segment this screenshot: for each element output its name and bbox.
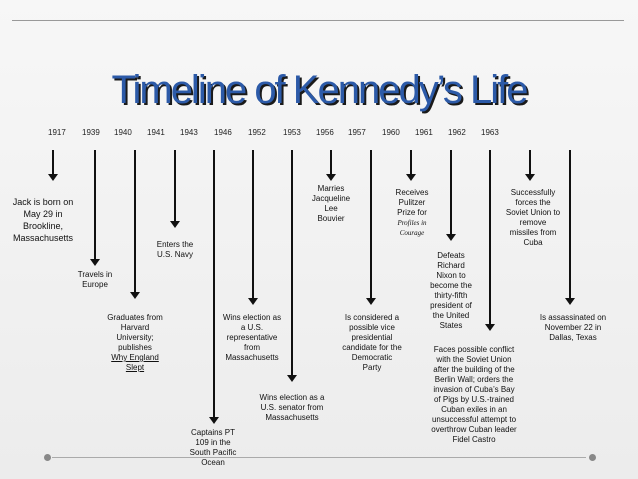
event-line: November 22 in <box>544 323 602 332</box>
event-line: Cuban exiles in an <box>441 405 507 414</box>
event-pulitzer <box>386 188 438 238</box>
event-marries <box>304 184 358 224</box>
year-label: 1939 <box>82 128 100 137</box>
event-line: Massachusetts <box>265 413 319 422</box>
event-line: Captains PT <box>190 428 236 437</box>
event-line: Prize for <box>397 208 427 217</box>
event-line: U.S. Navy <box>156 250 193 259</box>
event-line: Ocean <box>201 458 225 467</box>
event-president <box>420 251 482 331</box>
event-line: Wins election as <box>222 313 282 322</box>
event-line: representative <box>226 333 278 342</box>
timeline-arrow-marries <box>330 150 332 175</box>
timeline-arrow-pulitzer <box>410 150 412 175</box>
event-line: Fidel Castro <box>452 435 496 444</box>
book-title: Profiles in <box>397 219 427 227</box>
book-title: Slept <box>125 363 145 372</box>
event-line: thirty-fifth <box>434 291 468 300</box>
timeline-arrow-senator <box>291 150 293 376</box>
event-line: a U.S. <box>240 323 264 332</box>
event-born <box>4 196 82 244</box>
event-line: possible vice <box>349 323 395 332</box>
timeline-arrow-rep <box>252 150 254 299</box>
top-rule <box>12 20 624 21</box>
event-line: Wins election as a <box>259 393 325 402</box>
event-pt109 <box>180 428 246 468</box>
year-label: 1956 <box>316 128 334 137</box>
event-line: with the Soviet Union <box>436 355 512 364</box>
year-label: 1946 <box>214 128 232 137</box>
event-line: Pulitzer <box>398 198 426 207</box>
year-label: 1940 <box>114 128 132 137</box>
event-line: Graduates from <box>107 313 163 322</box>
event-line: 109 in the <box>195 438 231 447</box>
event-vp <box>332 313 412 373</box>
event-line: after the building of the <box>433 365 515 374</box>
event-line: Massachusetts <box>12 233 74 243</box>
event-line: States <box>439 321 463 330</box>
timeline-arrow-president <box>450 150 452 235</box>
year-label: 1963 <box>481 128 499 137</box>
event-line: forces the <box>515 198 551 207</box>
event-assassinated <box>534 313 612 343</box>
year-label: 1953 <box>283 128 301 137</box>
year-label: 1943 <box>180 128 198 137</box>
event-line: become the <box>430 281 472 290</box>
event-line: from <box>244 343 260 352</box>
event-line: invasion of Cuba’s Bay <box>433 385 515 394</box>
year-label: 1941 <box>147 128 165 137</box>
timeline-arrow-pt109 <box>213 150 215 418</box>
event-line: Europe <box>82 280 108 289</box>
timeline-arrow-harvard <box>134 150 136 293</box>
event-line: overthrow Cuban leader <box>431 425 517 434</box>
event-line: May 29 in <box>23 209 63 219</box>
event-missiles <box>495 188 571 248</box>
bottom-rule <box>52 457 586 458</box>
event-line: Bouvier <box>317 214 345 223</box>
event-line: Jack is born on <box>12 197 74 207</box>
event-line: Is assassinated on <box>539 313 607 322</box>
event-harvard <box>102 313 168 373</box>
event-line: Marries <box>317 184 345 193</box>
event-line: Cuba <box>523 238 543 247</box>
year-label: 1952 <box>248 128 266 137</box>
left-bullet-dot <box>44 454 51 461</box>
event-line: of Pigs by U.S.-trained <box>433 395 515 404</box>
event-rep <box>214 313 290 363</box>
year-label: 1957 <box>348 128 366 137</box>
timeline-arrow-cuba-conflict <box>489 150 491 325</box>
event-line: Democratic <box>351 353 393 362</box>
book-title: Courage <box>399 229 425 237</box>
event-line: Is considered a <box>344 313 400 322</box>
event-line: the United <box>432 311 470 320</box>
event-line: presidential <box>351 333 393 342</box>
event-line: South Pacific <box>189 448 237 457</box>
event-line: Brookline, <box>22 221 64 231</box>
book-title: Why England <box>111 353 159 362</box>
event-line: Defeats <box>437 251 465 260</box>
event-cuba-conflict <box>418 345 530 445</box>
event-line: Nixon to <box>436 271 466 280</box>
timeline-arrow-travels <box>94 150 96 260</box>
year-label: 1960 <box>382 128 400 137</box>
event-line: Harvard <box>120 323 150 332</box>
event-line: Successfully <box>510 188 556 197</box>
event-line: University; <box>116 333 154 342</box>
timeline-arrow-born <box>52 150 54 175</box>
event-line: remove <box>519 218 547 227</box>
event-line: Soviet Union to <box>505 208 561 217</box>
event-line: Enters the <box>156 240 194 249</box>
year-label: 1961 <box>415 128 433 137</box>
event-travels <box>70 270 120 290</box>
event-line: Massachusetts <box>225 353 279 362</box>
event-line: publishes <box>118 343 152 352</box>
event-line: Faces possible conflict <box>433 345 515 354</box>
event-line: missiles from <box>509 228 557 237</box>
event-line: unsuccessful attempt to <box>431 415 517 424</box>
event-line: Travels in <box>77 270 113 279</box>
timeline-arrow-vp <box>370 150 372 299</box>
event-line: Jacqueline <box>311 194 351 203</box>
event-navy <box>146 240 204 260</box>
right-bullet-dot <box>589 454 596 461</box>
timeline-arrow-navy <box>174 150 176 222</box>
event-line: U.S. senator from <box>260 403 324 412</box>
page-title: Timeline of Kennedy’s Life <box>111 68 527 112</box>
event-line: candidate for the <box>342 343 402 352</box>
event-line: Berlin Wall; orders the <box>434 375 514 384</box>
event-line: Dallas, Texas <box>549 333 597 342</box>
year-label: 1962 <box>448 128 466 137</box>
timeline-arrow-missiles <box>529 150 531 175</box>
event-senator <box>248 393 336 423</box>
event-line: Richard <box>437 261 465 270</box>
year-label: 1917 <box>48 128 66 137</box>
event-line: Party <box>362 363 382 372</box>
event-line: president of <box>430 301 472 310</box>
event-line: Receives <box>395 188 429 197</box>
event-line: Lee <box>324 204 338 213</box>
